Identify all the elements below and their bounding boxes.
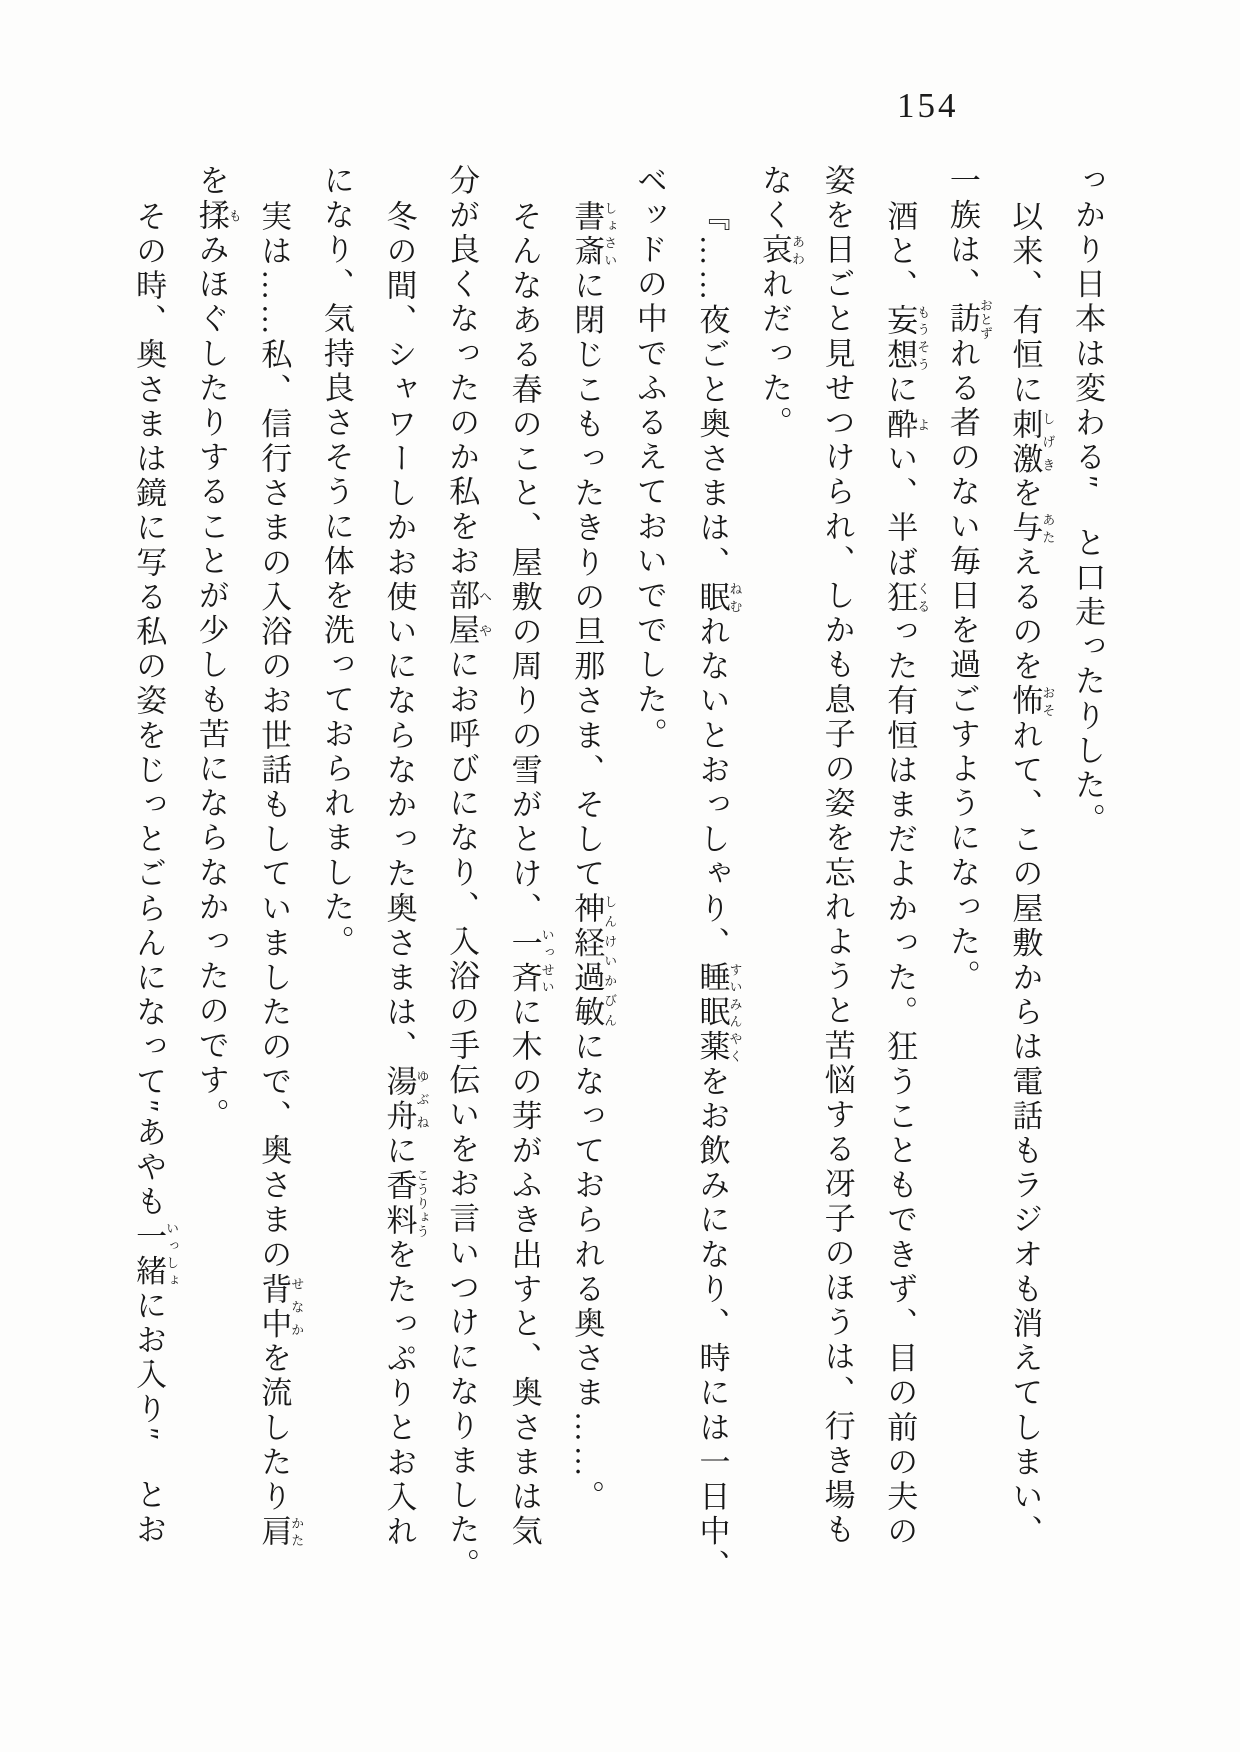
text-column: 酒と、妄想もうそうに酔よい、半ば狂くるった有恒はまだよかった。狂うこともできず、目の前の夫の — [882, 200, 931, 1550]
furigana: よ — [915, 407, 931, 443]
furigana: あわ — [790, 233, 806, 268]
ruby-annotated-word: 揉も — [193, 198, 242, 234]
ruby-annotated-word: 湯舟ゆぶね — [381, 1065, 430, 1135]
text-column: になり、気持良さそうに体を洗っておられました。 — [318, 164, 354, 960]
text-column: その時、奥さまは鏡に写る私の姿をじっとごらんになって″あやも一緒いっしょにお入り″ とお — [131, 200, 180, 1548]
furigana: へや — [477, 579, 493, 649]
furigana: しんけいかびん — [602, 892, 618, 1031]
text-column: そんなある春のこと、屋敷の周りの雪がとけ、一斉いっせいに木の芽がふき出すと、奥さまは気 — [506, 200, 555, 1550]
ruby-annotated-word: 一斉いっせい — [506, 926, 555, 996]
text-column: ベッドの中でふるえておいででした。 — [631, 164, 667, 753]
furigana: ねむ — [727, 580, 743, 616]
text-column: を揉もみほぐしたりすることが少しも苦にならなかったのです。 — [193, 164, 242, 1133]
text-column: 書斎しょさいに閉じこもったきりの旦那さま、そして神経過敏しんけいかびんになっておられる奥さま……。 — [569, 200, 618, 1515]
text-column: 以来、有恒に刺激しげきを与あたえるのを怖おそれて、この屋敷からは電話もラジオも消えてしまい、 — [1007, 200, 1056, 1550]
ruby-annotated-word: 神経過敏しんけいかびん — [569, 892, 618, 1031]
text-column: 分が良くなったのか私をお部屋へやにお呼びになり、入浴の手伝いをお言いつけになりました。 — [444, 164, 493, 1583]
furigana: おとず — [977, 298, 993, 341]
furigana: くる — [915, 580, 931, 616]
ruby-annotated-word: 部屋へや — [444, 579, 493, 649]
furigana: すいみんやく — [727, 961, 743, 1066]
furigana: こうりょう — [414, 1168, 430, 1239]
furigana: ゆぶね — [414, 1065, 430, 1135]
furigana: もうそう — [915, 303, 931, 373]
ruby-annotated-word: 眠ねむ — [694, 580, 743, 616]
page-number: 154 — [897, 86, 959, 125]
ruby-annotated-word: 背中せなか — [256, 1272, 305, 1342]
text-column: っかり日本は変わる″ と口走ったりした。 — [1070, 164, 1105, 838]
text-block — [116, 164, 1118, 1585]
ruby-annotated-word: 与あた — [1007, 511, 1056, 547]
ruby-annotated-word: 肩かた — [256, 1514, 305, 1550]
text-column: 一族は、訪おとずれる者のない毎日を過ごすようになった。 — [944, 164, 993, 995]
furigana: も — [226, 198, 242, 234]
ruby-annotated-word: 狂くる — [882, 580, 931, 616]
text-column: 実は……私、信行さまの入浴のお世話もしていましたので、奥さまの背中せなかを流したり肩かた — [256, 200, 305, 1550]
furigana: かた — [289, 1514, 305, 1550]
ruby-annotated-word: 睡眠薬すいみんやく — [694, 961, 743, 1066]
ruby-annotated-word: 妄想もうそう — [882, 303, 931, 374]
ruby-annotated-word: 香料こうりょう — [381, 1168, 430, 1239]
ruby-annotated-word: 刺激しげき — [1007, 407, 1056, 477]
text-column: 冬の間、シャワーしかお使いにならなかった奥さまは、湯舟ゆぶねに香料こうりょうをたっぷりとお入れ — [381, 200, 430, 1550]
ruby-annotated-word: 書斎しょさい — [569, 200, 618, 270]
furigana: あた — [1040, 511, 1056, 547]
furigana: しょさい — [602, 200, 618, 270]
ruby-annotated-word: 哀あわ — [757, 233, 806, 268]
furigana: せなか — [289, 1272, 305, 1342]
ruby-annotated-word: 訪おとず — [944, 298, 993, 341]
ruby-annotated-word: 怖おそ — [1007, 684, 1056, 720]
ruby-annotated-word: 酔よ — [882, 407, 931, 443]
text-column: 『……夜ごと奥さまは、眠ねむれないとおっしゃり、睡眠薬すいみんやくをお飲みになり、時には一日中、 — [694, 200, 743, 1585]
text-column: 姿を日ごと見せつけられ、しかも息子の姿を忘れようと苦悩する冴子のほうは、行き場も — [819, 164, 855, 1548]
ruby-annotated-word: 一緒いっしょ — [131, 1219, 180, 1290]
furigana: しげき — [1040, 407, 1056, 477]
furigana: いっせい — [539, 926, 555, 996]
furigana: おそ — [1040, 684, 1056, 720]
text-column: なく哀あわれだった。 — [757, 164, 806, 441]
furigana: いっしょ — [164, 1219, 180, 1290]
